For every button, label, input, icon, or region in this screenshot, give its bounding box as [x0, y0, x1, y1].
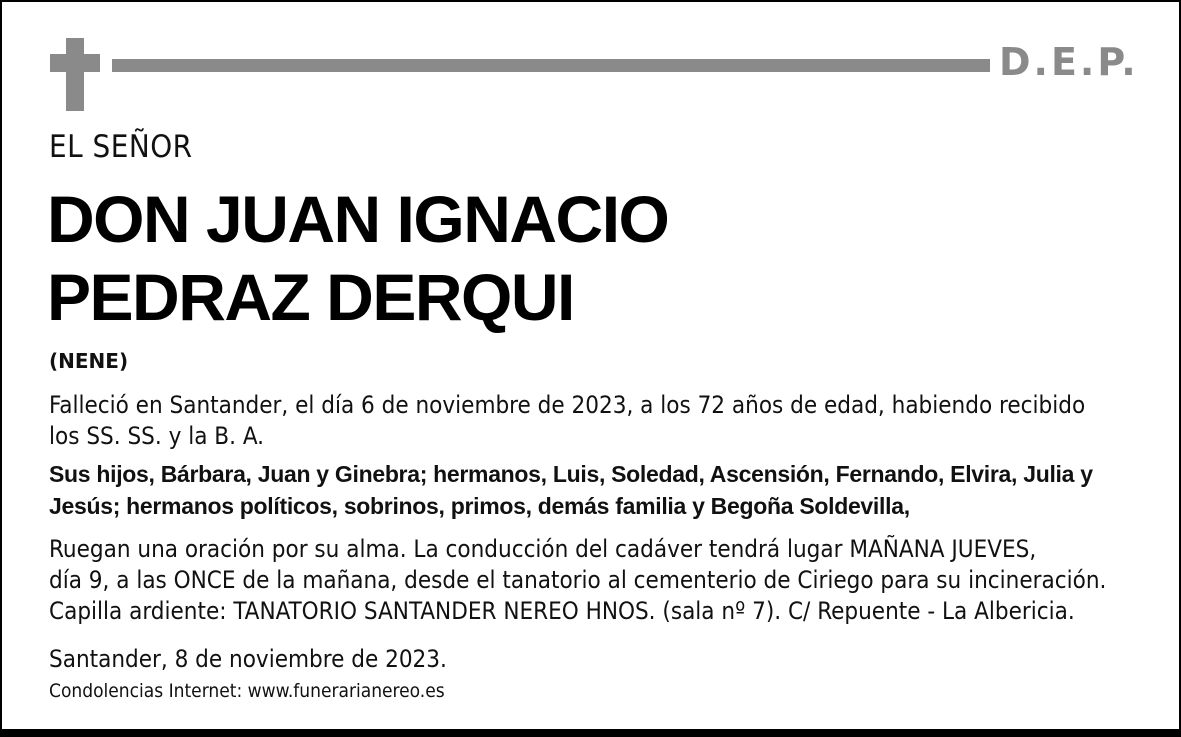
death-line-1: Falleció en Santander, el día 6 de noviembre de 2023, a los 72 años de edad, habiendo recibido: [49, 391, 1086, 419]
family-line-2: Jesús; hermanos políticos, sobrinos, primos, demás familia y Begoña Soldevilla,: [49, 493, 910, 519]
deceased-name-line-2: PEDRAZ DERQUI: [47, 260, 574, 334]
service-paragraph: [49, 534, 1106, 627]
cross-icon: [50, 38, 100, 111]
deceased-name: [47, 180, 668, 336]
honorific-prefix: EL SEÑOR: [49, 129, 193, 165]
family-paragraph: [49, 458, 1093, 522]
place-date: Santander, 8 de noviembre de 2023.: [49, 645, 447, 673]
service-line-3: Capilla ardiente: TANATORIO SANTANDER NEREO HNOS. (sala nº 7). C/ Repuente - La Albericia.: [49, 597, 1075, 625]
death-line-2: los SS. SS. y la B. A.: [49, 422, 265, 450]
deceased-name-line-1: DON JUAN IGNACIO: [47, 182, 669, 256]
service-line-2: día 9, a las ONCE de la mañana, desde el tanatorio al cementerio de Ciriego para su incineración.: [49, 566, 1107, 594]
condolences-link[interactable]: Condolencias Internet: www.funerarianereo.es: [49, 680, 445, 702]
family-line-1: Sus hijos, Bárbara, Juan y Ginebra; hermanos, Luis, Soledad, Ascensión, Fernando, Elvira, Julia y: [49, 461, 1093, 487]
header-rule: [112, 59, 990, 72]
death-paragraph: [49, 390, 1085, 452]
dep-label: D.E.P.: [999, 40, 1139, 84]
deceased-alias: (NENE): [49, 349, 129, 373]
service-line-1: Ruegan una oración por su alma. La conducción del cadáver tendrá lugar MAÑANA JUEVES,: [49, 535, 1037, 563]
